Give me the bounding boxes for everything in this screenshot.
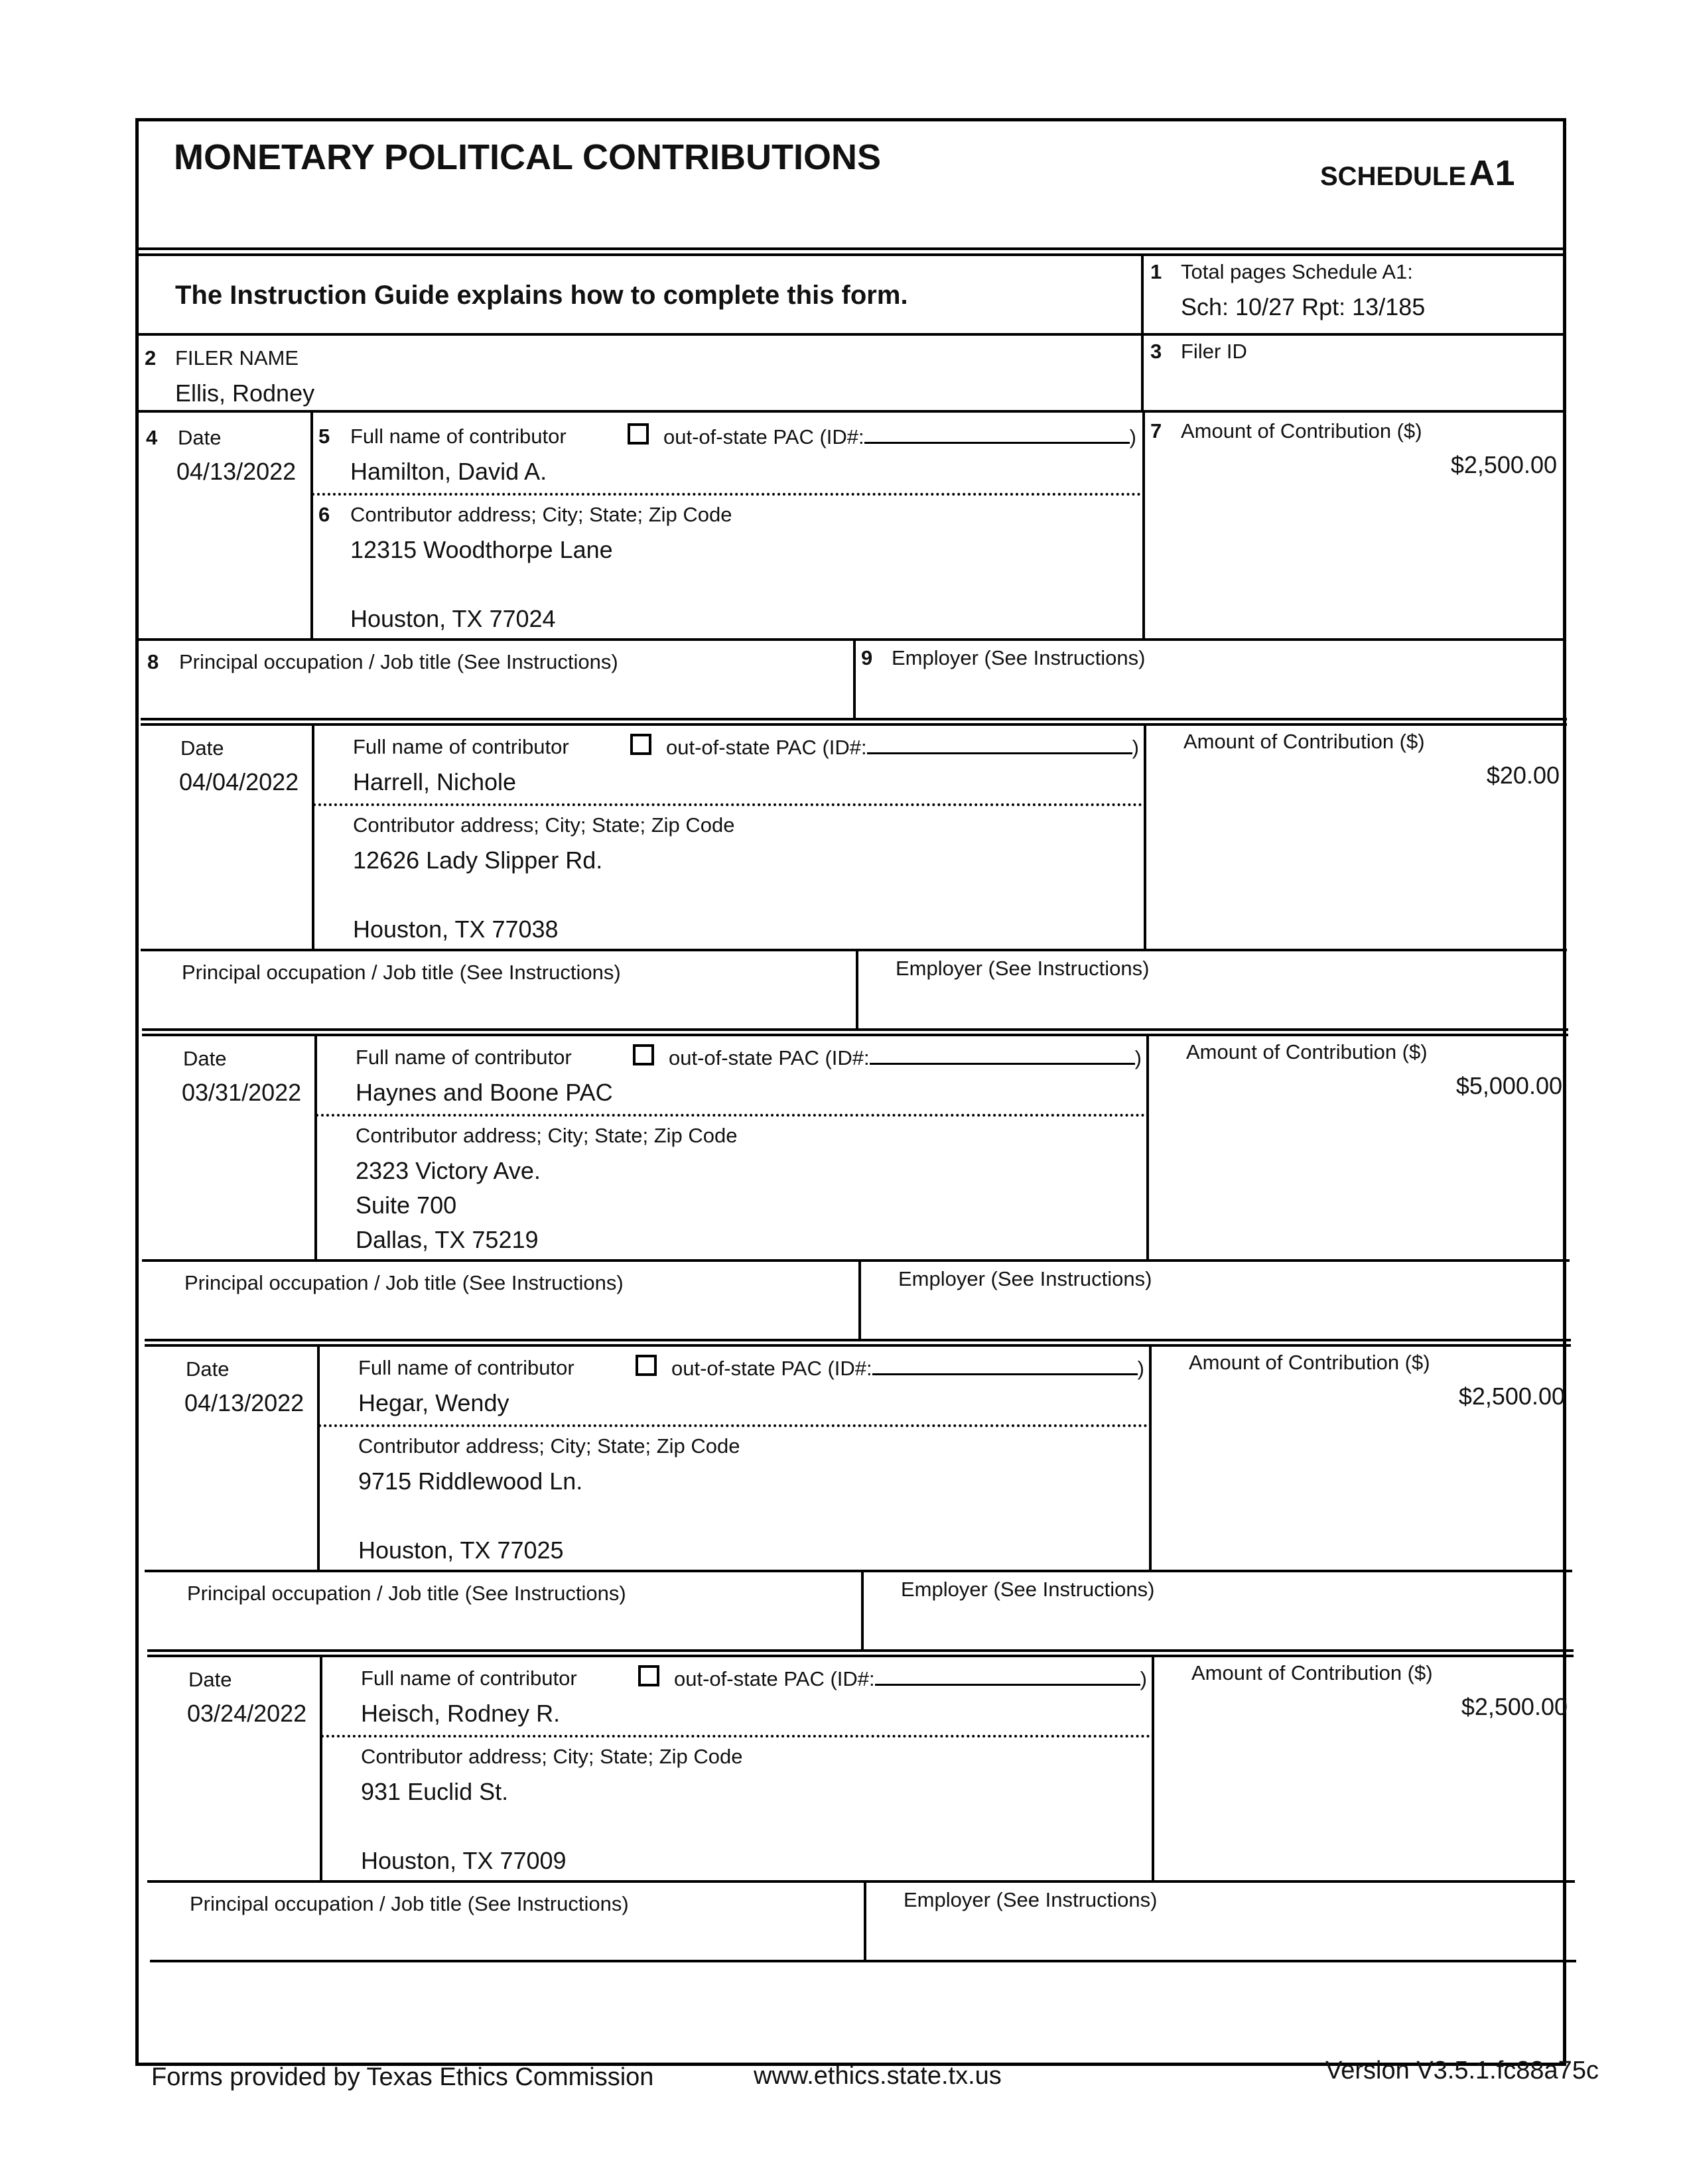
footer-version: Version V3.5.1.fc88a75c: [1325, 2057, 1599, 2084]
address-line-3: Dallas, TX 75219: [356, 1226, 539, 1253]
address-line-1: 12315 Woodthorpe Lane: [350, 536, 613, 563]
occupation-label: Principal occupation / Job title (See Instructions): [190, 1892, 629, 1915]
full-name-label: Full name of contributor: [353, 735, 569, 758]
header-rule-top-2: [137, 253, 1564, 256]
contribution-date: 04/04/2022: [179, 768, 299, 795]
out-of-state-pac-checkbox[interactable]: [630, 734, 651, 755]
filer-id-number: 3: [1150, 340, 1162, 363]
address-line-3: Houston, TX 77024: [350, 605, 556, 632]
pac-id-field: out-of-state PAC (ID#: ): [669, 1046, 1142, 1069]
address-line-3: Houston, TX 77025: [358, 1536, 564, 1564]
schedule-label: SCHEDULE: [1320, 162, 1467, 191]
contribution-date: 03/31/2022: [182, 1079, 302, 1106]
form-title: MONETARY POLITICAL CONTRIBUTIONS: [174, 137, 881, 177]
schedule-heading: [1320, 153, 1515, 194]
contribution-date: 03/24/2022: [187, 1700, 307, 1727]
instruction-text: The Instruction Guide explains how to complete this form.: [175, 281, 908, 310]
filer-id-label: Filer ID: [1181, 340, 1247, 363]
item-number-occupation: 8: [147, 650, 159, 673]
contribution-date: 04/13/2022: [184, 1389, 304, 1416]
full-name-label: Full name of contributor: [361, 1667, 577, 1690]
date-label: Date: [186, 1357, 230, 1381]
address-line-3: Houston, TX 77038: [353, 916, 559, 943]
occupation-label: Principal occupation / Job title (See Instructions): [184, 1271, 624, 1294]
address-line-1: 2323 Victory Ave.: [356, 1157, 541, 1184]
out-of-state-pac-checkbox[interactable]: [633, 1044, 654, 1065]
item-number-employer: 9: [861, 646, 873, 669]
occupation-label: Principal occupation / Job title (See Instructions): [187, 1582, 626, 1605]
address-label: Contributor address; City; State; Zip Code: [356, 1124, 738, 1147]
item-number-amount: 7: [1150, 419, 1162, 443]
address-label: Contributor address; City; State; Zip Code: [353, 813, 735, 837]
contributor-name: Haynes and Boone PAC: [356, 1079, 613, 1106]
pac-id-field: out-of-state PAC (ID#: ): [663, 425, 1136, 448]
contributor-name: Hegar, Wendy: [358, 1389, 509, 1416]
occupation-label: Principal occupation / Job title (See Instructions): [179, 650, 618, 673]
total-pages-label: Total pages Schedule A1:: [1181, 260, 1413, 283]
employer-label: Employer (See Instructions): [898, 1267, 1152, 1290]
schedule-code: A1: [1469, 153, 1515, 193]
address-label: Contributor address; City; State; Zip Code: [358, 1434, 740, 1458]
contribution-amount: $2,500.00: [1458, 1383, 1565, 1410]
out-of-state-pac-checkbox[interactable]: [636, 1355, 657, 1376]
address-label: Contributor address; City; State; Zip Code: [350, 503, 732, 526]
amount-label: Amount of Contribution ($): [1183, 730, 1425, 753]
date-label: Date: [178, 426, 222, 449]
footer-provider: Forms provided by Texas Ethics Commission: [151, 2063, 654, 2091]
pac-id-field: out-of-state PAC (ID#: ): [671, 1357, 1144, 1380]
item-number-address: 6: [318, 503, 330, 526]
pac-id-field: out-of-state PAC (ID#: ): [666, 736, 1139, 759]
contribution-date: 04/13/2022: [176, 458, 297, 485]
contribution-amount: $2,500.00: [1450, 451, 1557, 478]
item-number-date: 4: [146, 426, 158, 449]
footer-url[interactable]: www.ethics.state.tx.us: [754, 2062, 1002, 2090]
date-label: Date: [180, 736, 224, 760]
contribution-amount: $2,500.00: [1461, 1693, 1568, 1720]
employer-label: Employer (See Instructions): [901, 1578, 1155, 1601]
date-label: Date: [183, 1047, 227, 1070]
item-number-name: 5: [318, 425, 330, 448]
contributor-name: Heisch, Rodney R.: [361, 1700, 561, 1727]
amount-label: Amount of Contribution ($): [1189, 1351, 1430, 1374]
employer-label: Employer (See Instructions): [892, 646, 1146, 669]
employer-label: Employer (See Instructions): [904, 1888, 1158, 1911]
occupation-label: Principal occupation / Job title (See Instructions): [182, 961, 621, 984]
filer-name-label: FILER NAME: [175, 346, 299, 370]
full-name-label: Full name of contributor: [356, 1046, 572, 1069]
contribution-amount: $5,000.00: [1455, 1072, 1562, 1099]
header-rule-bottom: [137, 410, 1564, 413]
filer-name-value: Ellis, Rodney: [175, 379, 315, 407]
amount-label: Amount of Contribution ($): [1191, 1661, 1433, 1684]
amount-label: Amount of Contribution ($): [1186, 1040, 1428, 1063]
filer-name-number: 2: [145, 346, 157, 370]
address-label: Contributor address; City; State; Zip Code: [361, 1745, 743, 1768]
contribution-amount: $20.00: [1486, 762, 1560, 789]
pac-id-field: out-of-state PAC (ID#: ): [674, 1667, 1147, 1690]
contributor-name: Hamilton, David A.: [350, 458, 547, 485]
employer-label: Employer (See Instructions): [896, 957, 1150, 980]
out-of-state-pac-checkbox[interactable]: [628, 423, 649, 444]
out-of-state-pac-checkbox[interactable]: [638, 1665, 659, 1686]
full-name-label: Full name of contributor: [358, 1356, 574, 1379]
total-pages-number: 1: [1150, 260, 1162, 283]
header-rule-mid: [137, 333, 1564, 336]
address-line-2: Suite 700: [356, 1192, 457, 1219]
address-line-1: 12626 Lady Slipper Rd.: [353, 847, 603, 874]
address-line-1: 9715 Riddlewood Ln.: [358, 1467, 583, 1495]
full-name-label: Full name of contributor: [350, 425, 567, 448]
total-pages-value: Sch: 10/27 Rpt: 13/185: [1181, 293, 1426, 320]
date-label: Date: [188, 1668, 232, 1691]
amount-label: Amount of Contribution ($): [1181, 419, 1422, 443]
contributor-name: Harrell, Nichole: [353, 768, 517, 795]
address-line-3: Houston, TX 77009: [361, 1847, 567, 1874]
address-line-1: 931 Euclid St.: [361, 1778, 509, 1805]
header-rule-top: [137, 247, 1564, 250]
